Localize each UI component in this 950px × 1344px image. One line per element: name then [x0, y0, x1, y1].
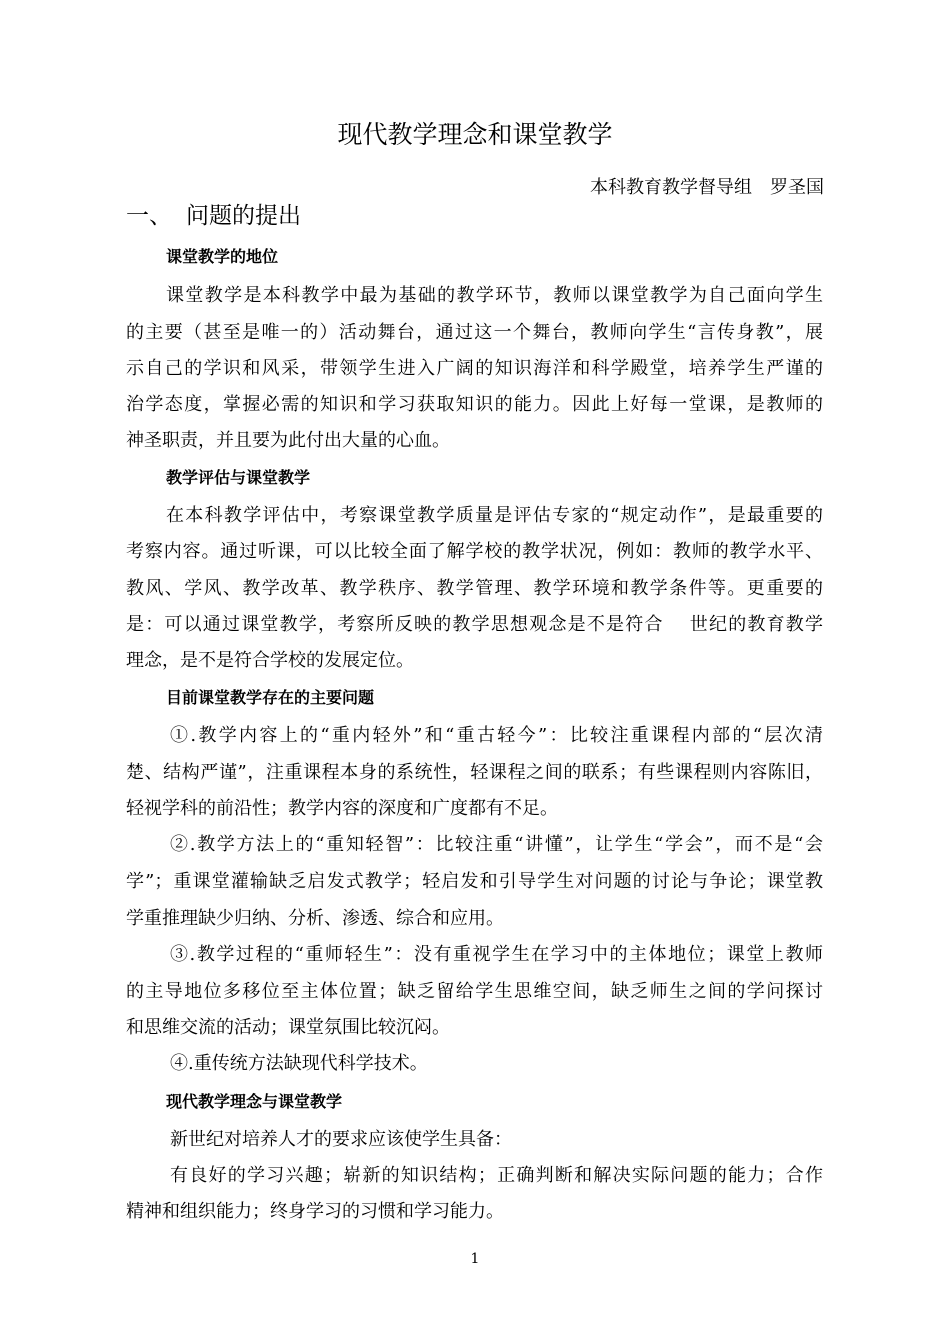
paragraph-line: 有良好的学习兴趣；崭新的知识结构；正确判断和解决实际问题的能力；合作: [170, 1165, 823, 1186]
list-item-line: 楚、结构严谨”，注重课程本身的系统性，轻课程之间的联系；有些课程则内容陈旧，: [126, 762, 823, 783]
document-title: 现代教学理念和课堂教学: [337, 120, 613, 149]
paragraph-line: 治学态度，掌握必需的知识和学习获取知识的能力。因此上好每一堂课，是教师的: [126, 394, 823, 415]
subheading: 教学评估与课堂教学: [166, 468, 311, 487]
list-item-line: ③.教学过程的“重师轻生”：没有重视学生在学习中的主体地位；课堂上教师: [170, 944, 823, 965]
section-heading: [126, 200, 301, 232]
subheading: 课堂教学的地位: [166, 247, 279, 266]
section-title: 问题的提出: [186, 203, 301, 229]
page-number: 1: [470, 1251, 480, 1267]
list-item-line: 和思维交流的活动；课堂氛围比较沉闷。: [126, 1017, 450, 1038]
paragraph-line: 精神和组织能力；终身学习的习惯和学习能力。: [126, 1201, 504, 1222]
list-item-line: ④.重传统方法缺现代科学技术。: [170, 1053, 428, 1074]
subheading: 现代教学理念与课堂教学: [166, 1092, 343, 1111]
paragraph-line: 在本科教学评估中，考察课堂教学质量是评估专家的“规定动作”，是最重要的: [166, 505, 823, 526]
list-item-line: 的主导地位多移位至主体位置；缺乏留给学生思维空间，缺乏师生之间的学问探讨: [126, 981, 823, 1002]
list-item-line: 轻视学科的前沿性；教学内容的深度和广度都有不足。: [126, 798, 558, 819]
paragraph-line: 的主要（甚至是唯一的）活动舞台，通过这一个舞台，教师向学生“言传身教”，展: [126, 322, 823, 343]
list-item-line: 学”；重课堂灌输缺乏启发式教学；轻启发和引导学生对问题的讨论与争论；课堂教: [126, 871, 823, 892]
subheading: 目前课堂教学存在的主要问题: [166, 688, 375, 707]
paragraph-line: 理念，是不是符合学校的发展定位。: [126, 650, 414, 671]
list-item-line: ②.教学方法上的“重知轻智”：比较注重“讲懂”，让学生“学会”，而不是“会: [170, 834, 823, 855]
list-item-line: 学重推理缺少归纳、分析、渗透、综合和应用。: [126, 908, 504, 929]
paragraph-line: 示自己的学识和风采，带领学生进入广阔的知识海洋和科学殿堂，培养学生严谨的: [126, 358, 823, 379]
paragraph-line: 神圣职责，并且要为此付出大量的心血。: [126, 430, 450, 451]
paragraph-line: 新世纪对培养人才的要求应该使学生具备：: [170, 1129, 512, 1150]
paragraph-line: 课堂教学是本科教学中最为基础的教学环节，教师以课堂教学为自己面向学生: [166, 285, 823, 306]
author-line: 本科教育教学督导组 罗圣国: [590, 177, 824, 198]
paragraph-line: 是：可以通过课堂教学，考察所反映的教学思想观念是不是符合 世纪的教育教学: [126, 614, 823, 635]
paragraph-line: 教风、学风、教学改革、教学秩序、教学管理、教学环境和教学条件等。更重要的: [126, 578, 823, 599]
section-number: 一、: [126, 203, 172, 229]
list-item-line: ①.教学内容上的“重内轻外”和“重古轻今”：比较注重课程内部的“层次清: [170, 725, 823, 746]
paragraph-line: 考察内容。通过听课，可以比较全面了解学校的教学状况，例如：教师的教学水平、: [126, 541, 823, 562]
